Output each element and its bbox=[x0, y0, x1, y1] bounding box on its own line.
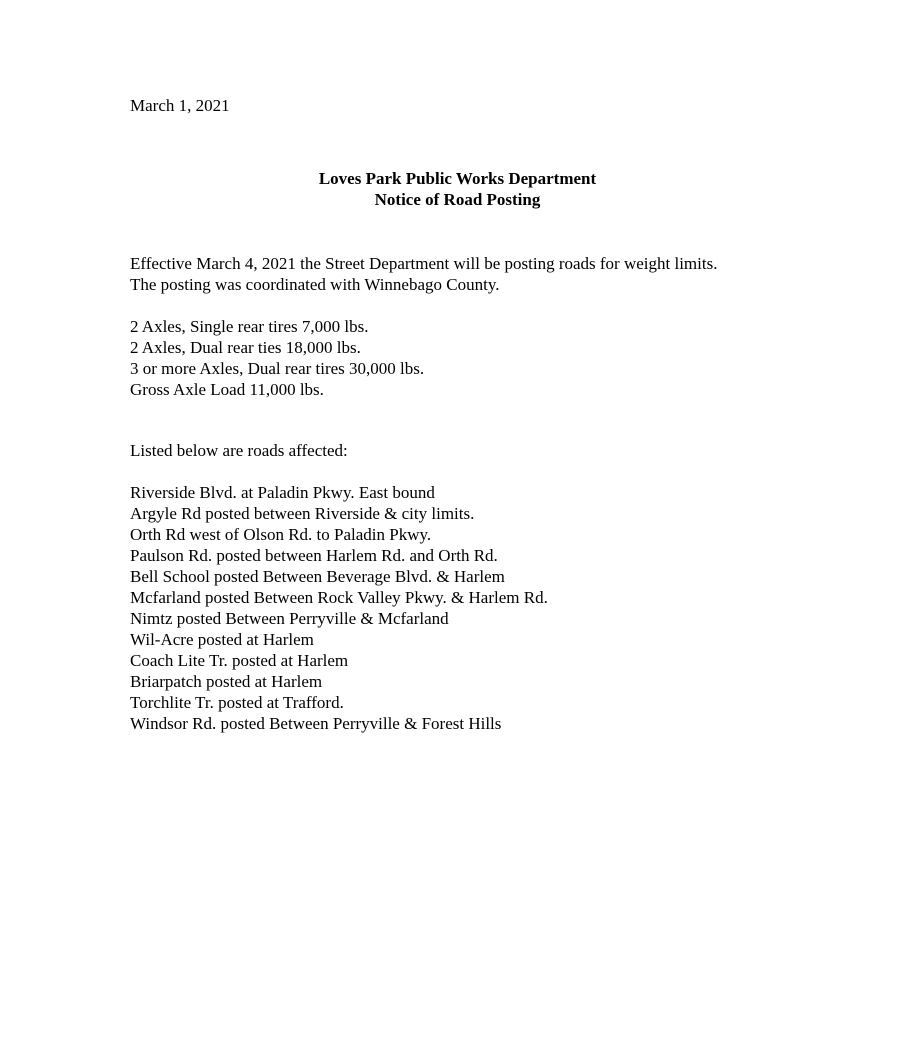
road-item: Riverside Blvd. at Paladin Pkwy. East bound bbox=[130, 483, 435, 502]
weight-limit-item: 2 Axles, Single rear tires 7,000 lbs. bbox=[130, 317, 369, 336]
weight-limit-item: Gross Axle Load 11,000 lbs. bbox=[130, 380, 324, 399]
intro-paragraph bbox=[130, 253, 810, 295]
road-item: Torchlite Tr. posted at Trafford. bbox=[130, 693, 344, 712]
weight-limit-item: 3 or more Axles, Dual rear tires 30,000 lbs. bbox=[130, 359, 425, 378]
road-item: Briarpatch posted at Harlem bbox=[130, 672, 323, 691]
road-item: Nimtz posted Between Perryville & Mcfarland bbox=[130, 609, 449, 628]
heading-department: Loves Park Public Works Department bbox=[318, 169, 597, 188]
affected-roads-list bbox=[130, 482, 810, 734]
document-page bbox=[130, 95, 810, 734]
intro-line: The posting was coordinated with Winnebago County. bbox=[130, 275, 500, 294]
weight-limit-item: 2 Axles, Dual rear ties 18,000 lbs. bbox=[130, 338, 361, 357]
document-heading bbox=[130, 168, 785, 210]
road-item: Bell School posted Between Beverage Blvd. & Harlem bbox=[130, 567, 505, 586]
road-item: Mcfarland posted Between Rock Valley Pkwy. & Harlem Rd. bbox=[130, 588, 548, 607]
road-item: Orth Rd west of Olson Rd. to Paladin Pkwy. bbox=[130, 525, 432, 544]
road-item: Paulson Rd. posted between Harlem Rd. and Orth Rd. bbox=[130, 546, 498, 565]
heading-notice-title: Notice of Road Posting bbox=[374, 190, 541, 209]
intro-line: Effective March 4, 2021 the Street Department will be posting roads for weight limits. bbox=[130, 254, 718, 273]
road-item: Wil-Acre posted at Harlem bbox=[130, 630, 314, 649]
road-item: Coach Lite Tr. posted at Harlem bbox=[130, 651, 349, 670]
road-item: Windsor Rd. posted Between Perryville & Forest Hills bbox=[130, 714, 502, 733]
weight-limits-list bbox=[130, 316, 810, 400]
road-item: Argyle Rd posted between Riverside & city limits. bbox=[130, 504, 475, 523]
letter-date: March 1, 2021 bbox=[130, 96, 230, 115]
roads-affected-label: Listed below are roads affected: bbox=[130, 441, 348, 460]
